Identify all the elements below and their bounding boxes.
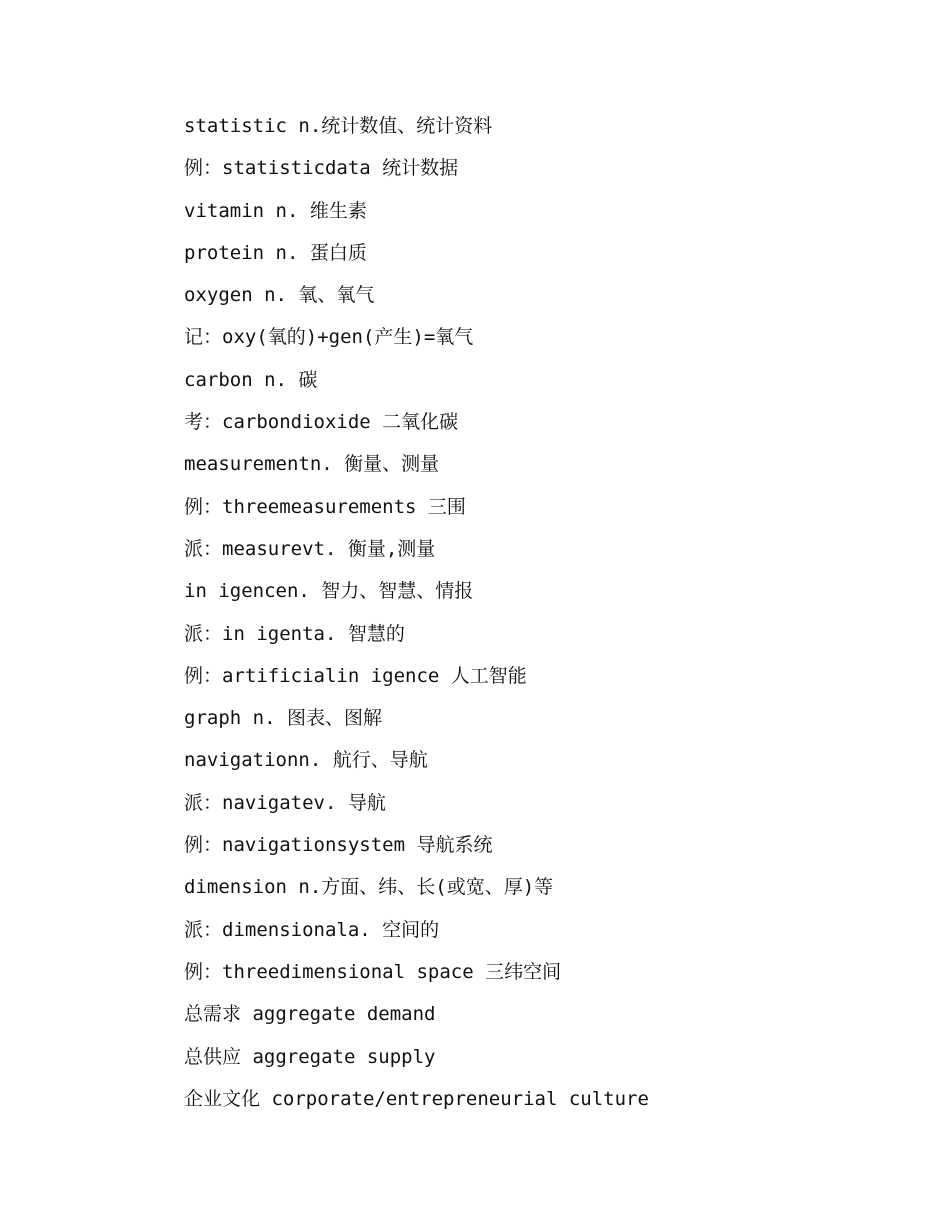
vocab-line: measurementn. 衡量、测量: [184, 453, 440, 476]
vocab-line: dimension n.方面、纬、长(或宽、厚)等: [184, 876, 554, 899]
vocab-line: vitamin n. 维生素: [184, 199, 367, 222]
vocab-line: graph n. 图表、图解: [184, 707, 382, 730]
vocab-line: 派：in igenta. 智慧的: [184, 622, 405, 645]
vocab-line: 例：threedimensional space 三纬空间: [184, 960, 562, 983]
vocab-line: statistic n.统计数值、统计资料: [184, 115, 493, 137]
vocab-line: protein n. 蛋白质: [184, 241, 367, 264]
vocab-line: 例：artificialin igence 人工智能: [184, 664, 527, 687]
vocab-line: 派：measurevt. 衡量,测量: [184, 537, 436, 560]
vocab-line: 企业文化 corporate/entrepreneurial culture: [184, 1087, 649, 1110]
vocab-line: 总供应 aggregate supply: [184, 1045, 436, 1068]
vocab-line: 考：carbondioxide 二氧化碳: [184, 411, 459, 434]
vocab-line: 总需求 aggregate demand: [184, 1003, 436, 1026]
vocab-line: 派：dimensionala. 空间的: [184, 918, 440, 941]
vocab-line: carbon n. 碳: [184, 368, 318, 391]
vocabulary-list: [184, 105, 904, 1120]
vocab-line: in igencen. 智力、智慧、情报: [184, 580, 474, 603]
vocab-line: 记：oxy(氧的)+gen(产生)=氧气: [184, 326, 474, 349]
vocab-line: 例：navigationsystem 导航系统: [184, 834, 493, 857]
vocab-line: oxygen n. 氧、氧气: [184, 284, 375, 307]
vocab-line: 例：statisticdata 统计数据: [184, 157, 459, 180]
vocab-line: 例：threemeasurements 三围: [184, 495, 466, 518]
vocab-line: navigationn. 航行、导航: [184, 749, 428, 772]
vocab-line: 派：navigatev. 导航: [184, 791, 386, 814]
